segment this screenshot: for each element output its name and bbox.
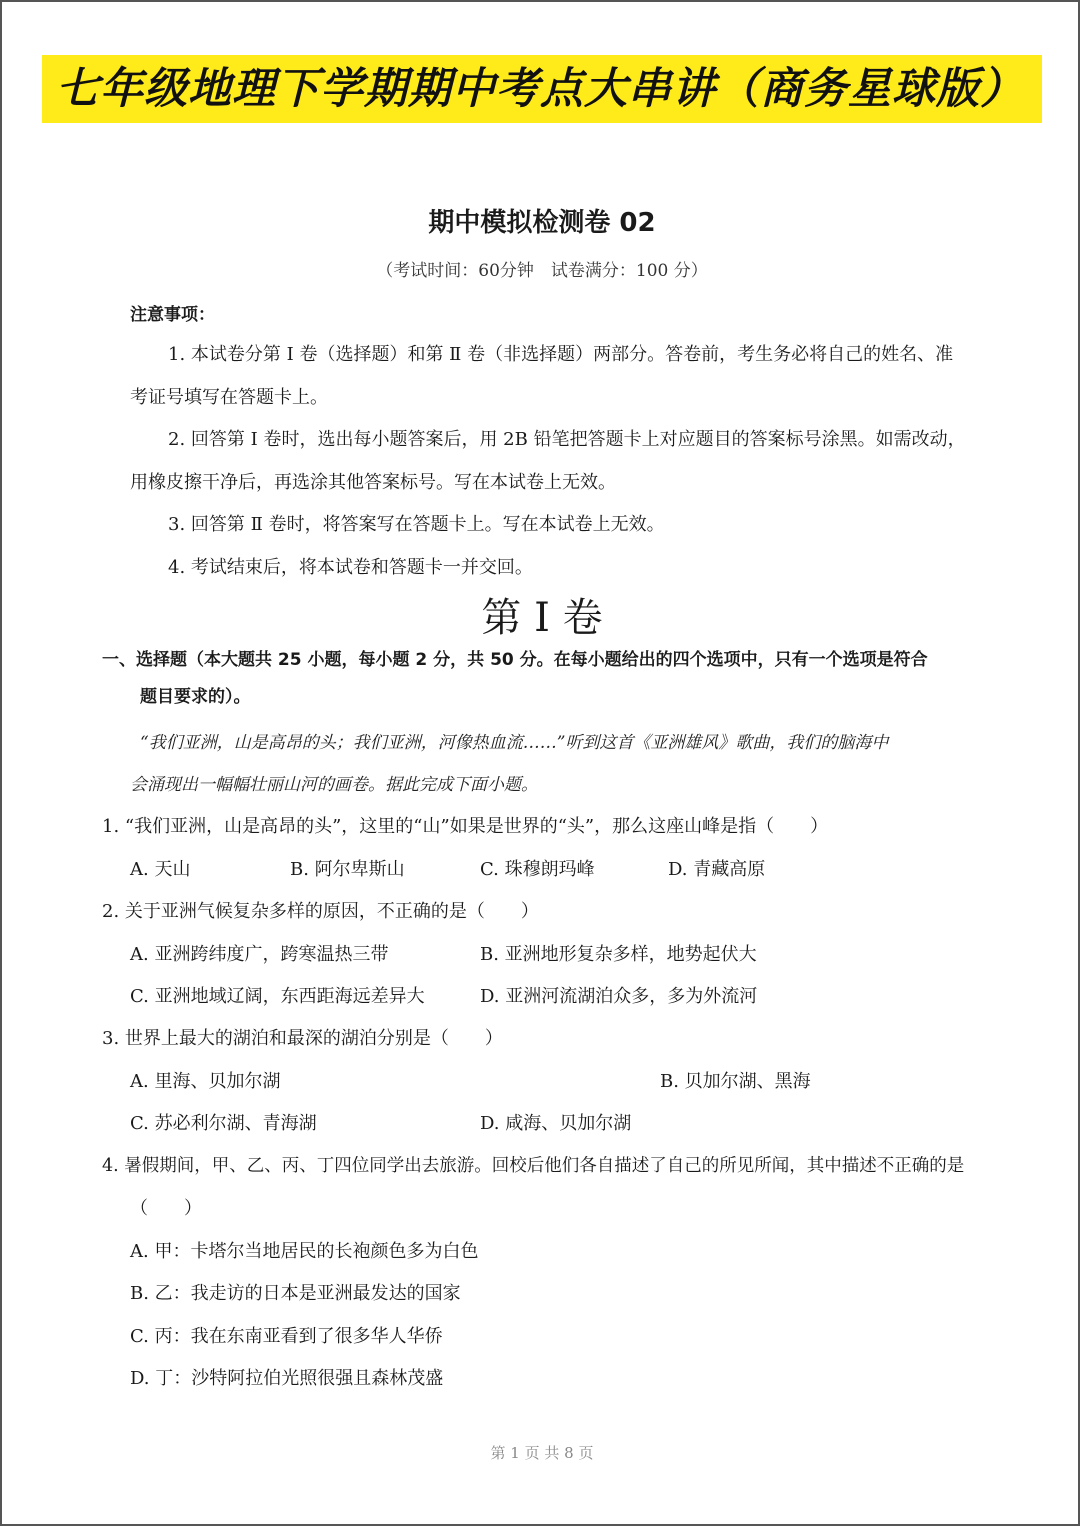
question-option: B. 阿尔卑斯山 xyxy=(290,859,405,880)
exam-meta: （考试时间：60分钟 试卷满分：100 分） xyxy=(376,261,708,281)
section-heading: 题目要求的）。 xyxy=(140,687,251,707)
question-option: A. 里海、贝加尔湖 xyxy=(130,1071,281,1092)
exam-title: 期中模拟检测卷 02 xyxy=(428,208,656,238)
question-stem: 1. “我们亚洲，山是高昂的头”，这里的“山”如果是世界的“头”，那么这座山峰是指（ ） xyxy=(102,816,829,837)
passage-line: “我们亚洲，山是高昂的头；我们亚洲，河像热血流……”听到这首《亚洲雄风》歌曲，我们的脑海中 xyxy=(140,733,889,753)
question-stem-continued: （ ） xyxy=(130,1198,202,1219)
question-option: D. 亚洲河流湖泊众多，多为外流河 xyxy=(480,986,758,1007)
section-heading: 一、选择题（本大题共 25 小题，每小题 2 分，共 50 分。在每小题给出的四个选项中，只有一个选项是符合 xyxy=(102,650,928,670)
question-option: A. 亚洲跨纬度广，跨寒温热三带 xyxy=(130,944,389,965)
notice-line: 2. 回答第 Ⅰ 卷时，选出每小题答案后，用 2B 铅笔把答题卡上对应题目的答案标号涂黑。如需改动， xyxy=(168,429,966,450)
question-option: D. 咸海、贝加尔湖 xyxy=(480,1113,632,1134)
question-option: C. 珠穆朗玛峰 xyxy=(480,859,595,880)
passage-line: 会涌现出一幅幅壮丽山河的画卷。据此完成下面小题。 xyxy=(130,775,538,795)
notice-line: 考证号填写在答题卡上。 xyxy=(130,387,328,408)
question-option: C. 苏必利尔湖、青海湖 xyxy=(130,1113,317,1134)
banner-title: 七年级地理下学期期中考点大串讲（商务星球版） xyxy=(42,55,1042,123)
question-option: C. 丙：我在东南亚看到了很多华人华侨 xyxy=(130,1326,443,1347)
question-stem: 2. 关于亚洲气候复杂多样的原因，不正确的是（ ） xyxy=(102,901,539,922)
question-stem: 3. 世界上最大的湖泊和最深的湖泊分别是（ ） xyxy=(102,1028,503,1049)
question-stem: 4. 暑假期间，甲、乙、丙、丁四位同学出去旅游。回校后他们各自描述了自己的所见所闻，其中描述不正确的是 xyxy=(102,1156,965,1176)
question-option: C. 亚洲地域辽阔，东西距海远差异大 xyxy=(130,986,425,1007)
question-option: A. 甲：卡塔尔当地居民的长袍颜色多为白色 xyxy=(130,1241,479,1262)
notice-line: 4. 考试结束后，将本试卷和答题卡一并交回。 xyxy=(168,557,533,578)
question-option: D. 丁：沙特阿拉伯光照很强且森林茂盛 xyxy=(130,1368,444,1389)
question-option: B. 亚洲地形复杂多样，地势起伏大 xyxy=(480,944,757,965)
notice-heading: 注意事项： xyxy=(130,305,215,325)
question-option: D. 青藏高原 xyxy=(668,859,766,880)
question-option: B. 贝加尔湖、黑海 xyxy=(660,1071,811,1092)
question-option: B. 乙：我走访的日本是亚洲最发达的国家 xyxy=(130,1283,461,1304)
question-option: A. 天山 xyxy=(130,859,191,880)
notice-line: 1. 本试卷分第 Ⅰ 卷（选择题）和第 Ⅱ 卷（非选择题）两部分。答卷前，考生务必将自己的姓名、准 xyxy=(168,344,954,365)
notice-line: 用橡皮擦干净后，再选涂其他答案标号。写在本试卷上无效。 xyxy=(130,472,616,493)
notice-line: 3. 回答第 Ⅱ 卷时，将答案写在答题卡上。写在本试卷上无效。 xyxy=(168,514,665,535)
page-footer: 第 1 页 共 8 页 xyxy=(490,1444,594,1462)
section-title: 第 Ⅰ 卷 xyxy=(481,595,603,641)
